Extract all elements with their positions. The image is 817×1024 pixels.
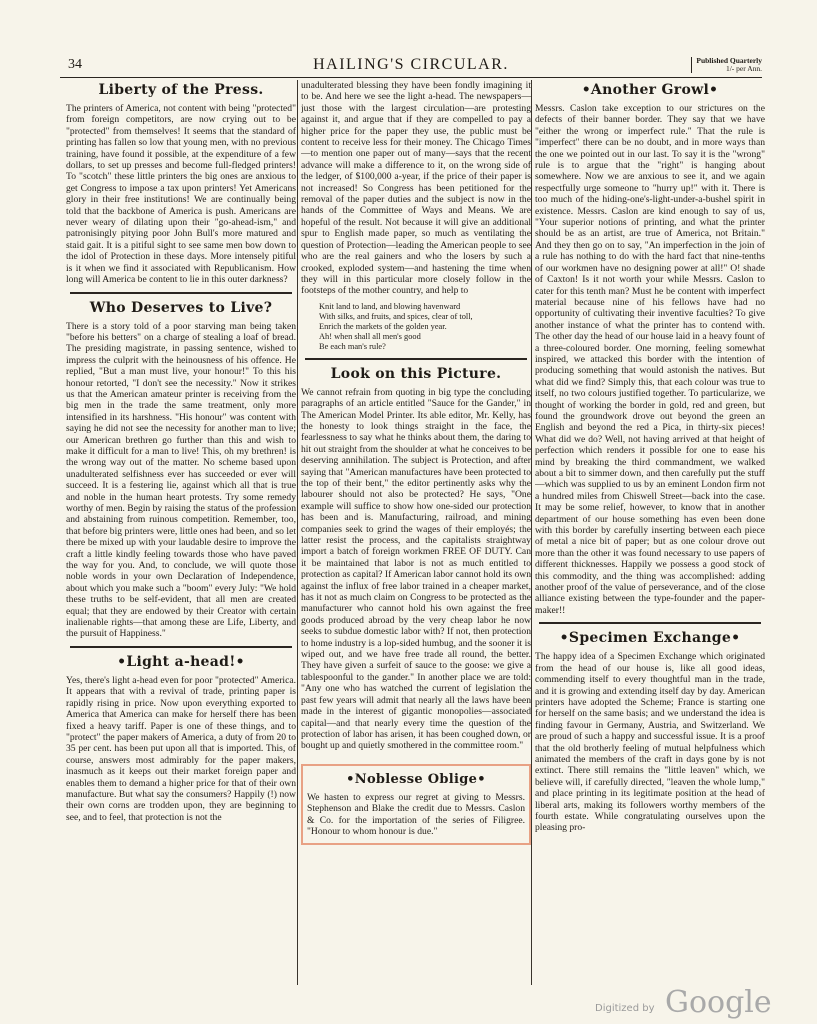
column-rule-2 bbox=[531, 80, 532, 985]
article-noblesse-oblige bbox=[301, 764, 531, 846]
article-title: •Another Growl• bbox=[581, 82, 719, 98]
article-body: There is a story told of a poor starving man being taken "before his betters" on a charge of stealing a loaf of bread. The presiding magistrate, in passing sentence, wished to impress the culprit with the heinousness of his offence. He replied, "But a man must live, your honour!" To this his honour retorted, "I don't see the necessity." Now it strikes us that the American amateur printer is receiving from the big men in the trade the same treatment, only more intensified in its harshness. "His honour" was content with saying he did not see the necessity for another man to live; our American brethren go further than this and wish to make it difficult for a man to live! This, oh my brethren! is the wrong way out of the matter. No scheme based upon unadulterated selfishness ever has succeeded or ever will succeed. It is a festering lie, against which all that is true and noble in the human heart protests. Try some remedy worthy of men. Begin by raising the status of the profession and abstaining from ruinous competition. Remember, too, that before big printers were, little ones had been, and so let there be mixed up with your laudable desire to improve the craft a little kindly feeling towards those who have paved the way for you. And, to conclude, we will quote those noble words in your own Declaration of Independence, about which you make such a "boom" every July: "We hold these truths to be self-evident, that all men are created equal; that they are endowed by their Creator with certain inalienable rights—that among these are Life, Liberty, and the pursuit of Happiness." bbox=[66, 320, 296, 640]
article-light-ahead-continued bbox=[301, 80, 531, 352]
page-header bbox=[60, 55, 762, 78]
column-2 bbox=[301, 80, 531, 985]
published-line-2: 1/- per Ann. bbox=[725, 64, 762, 73]
article-title: Look on this Picture. bbox=[330, 365, 502, 382]
divider bbox=[70, 646, 292, 648]
article-body: We cannot refrain from quoting in big type the concluding paragraphs of an article entitled "Sauce for the Gander," in The American Model Printer. Its able editor, Mr. Kelly, has the honesty to look things straight in the face, the fearlessness to say what he thinks about them, the daring to hit out straight from the shoulder at what he conceives to be deserving annihilation. The subject is Protection, and after saying that "American manufactures have been protected to the top of their bent," the editor pertinently asks why the labourer should not also be protected? He says, "One example will suffice to show how one-sided our protection has been and is. Manufacturing, railroad, and mining companies seek to grind the wages of their employés; the latter resist the process, and the capitalists straightway import a batch of foreign workmen FREE OF DUTY. Can it be maintained that labor is not as much entitled to protection as capital? If American labor cannot hold its own against the influx of free labor trained in a cheaper market, has it not as much claim on Congress to be protected as the manufacturer who cannot hold his own against the free goods produced abroad by the very cheap labor he now seeks to subdue domestic labor with? If not, then protection to home industry is a lop-sided humbug, and the sooner it is wiped out, and we have free trade all round, the better. They have given a surfeit of sauce to the goose: we give a tablespoonful to the gander." In another place we are told: "Any one who has watched the current of legislation the past few years will admit that nearly all the laws have been made in the interest of gigantic monopolies—associated capital—and that nearly every time the question of the protection of labor has arisen, it has been coughed down, or bought up and quietly smothered in the committee room." bbox=[301, 386, 531, 752]
verse-line: Ah! when shall all men's good bbox=[319, 331, 421, 341]
article-body: Yes, there's light a-head even for poor "protected" America. It appears that with a revival of trade, printing paper is rapidly rising in price. Now upon everything exported to America that America can make for herself there has been fixed a heavy tariff. Paper is one of these things, and to "protect" the paper makers of America, a duty of from 20 to 35 per cent. has been put upon all that is imported. This, of course, answers most admirably for the paper makers, inasmuch as it keeps out their market foreign paper and enables them to demand a higher price for that of their own manufacture. But what say the consumers? Happily (!) now their own corns are trodden upon, they are beginning to see, and to feel, that protection is not the bbox=[66, 674, 296, 823]
article-title: •Light a-head!• bbox=[117, 653, 245, 670]
article-specimen-exchange bbox=[535, 630, 765, 834]
divider bbox=[539, 622, 761, 624]
masthead: HAILING'S CIRCULAR. bbox=[313, 56, 509, 73]
verse-line: Knit land to land, and blowing havenward bbox=[319, 301, 461, 311]
article-liberty-of-the-press bbox=[66, 82, 296, 286]
article-body: Messrs. Caslon take exception to our strictures on the defects of their banner border. They say that we have "either the wrong or imperfect rule." That the rule is "imperfect" there can be no doubt, and in more ways than the one we pointed out in our last. To say it is the "wrong" rule is to argue that the "right" is hanging about somewhere. Now we are anxious to see it, and we again respectfully urge someone to "hurry up!" with it. There is too much of the hiding-one's-light-under-a-bushel spirit in existence. Messrs. Caslon are kind enough to say of us, "Your superior notions of printing, and what the printer should be as an artist, are true of America, not Britain." And they then go on to say, "An imperfection in the join of a rule has nothing to do with the hard fact that nine-tenths of our workmen have no designing power at all!" O! shade of Caxton! Is it not worth your while Messrs. Caslon to cater for this tenth man? Must he be content with imperfect material because nine of his fellows have had no opportunity of cultivating their inventive faculties? To give another instance of what the printer has to contend with. The other day the head of our house laid in a heavy fount of a three-coloured border. One morning, feeling somewhat inspired, we attacked this border with the intention of producing something that would astonish the natives. But what did we find? Simply this, that each colour was true to itself, no two colours justified together. To particularize, we thought of working the border in gold, red and green, but found the groundwork drove out beyond the green an English and beyond the red a Pica, in thirty-six pieces! What did we do? Well, not having arrived at that height of perfection which renders it possible for one to ease his mind by breaking the third commandment, we walked about a bit to simmer down, and then carefully put the stuff—which was supplied to us by an eminent London firm not a hundred miles from Chiswell Street—back into the case. It may be some relief, however, to know that in another department of our house something has even been done with this border by carefully inserting between each piece of metal a nice bit of paper; but as one colour drove out more than the other it was found necessary to use papers of different thicknesses. Happily we possess a good stock of this commodity, and the thing was accomplished: adding another proof of the value of perseverance, and of the close alliance existing between the type-founder and the paper-maker!! bbox=[535, 103, 765, 616]
article-body: We hasten to express our regret at giving to Messrs. Stephenson and Blake the credit due to Messrs. Caslon & Co. for the importation of the series of Filigree. "Honour to whom honour is due." bbox=[307, 791, 525, 837]
article-body: unadulterated blessing they have been fondly imagining it to be. And here we see the light a-head. The newspapers—just those with the largest circulation—are protesting against it, and argue that if they are compelled to pay a higher price for the paper they use, the public must be content to receive less for their money. The Chicago Times—to mention one paper out of many—says that the recent advance will make a difference to it, on the wrong side of the ledger, of $100,000 a-year, if the price of their paper is not increased! So Congress has been petitioned for the removal of the paper duties and the subject is now in the hands of the Committee of Ways and Means. We are hopeful of the result. Not because it will give an additional spur to English made paper, so much as ventilating the question of Protection—leading the American people to see who are the real gainers and who the losers by such a crooked, exploded system—and hastening the time when they will in this particular more closely follow in the footsteps of the mother country, and help to bbox=[301, 80, 531, 297]
verse-line: With silks, and fruits, and spices, clear of toll, bbox=[319, 311, 473, 321]
column-rule-1 bbox=[297, 80, 298, 985]
article-body: The printers of America, not content with being "protected" from foreign competitors, are now crying out to be "protected" from themselves! It seems that the standard of printing has fallen so low that young men, with no previous training, have found it possible, at the expenditure of a few dollars, to set up presses and become full-fledged printers! To "scotch" these little printers the big ones are anxious to get Congress to impose a tax upon printers! Yet Americans glory in their free institutions! We are continually being told that the backbone of America is push. Americans are never weary of dilating upon their "go-ahead-ism," and patronisingly pitying poor John Bull's more matured and staid gait. It is a pitiful sight to see same men bow down to the idol of Protection in these days. More intensely pitiful is it when we find it associated with Republicanism. How long will America be content to lie in this outer darkness? bbox=[66, 103, 296, 286]
verse-line: Be each man's rule? bbox=[319, 341, 386, 351]
page-number: 34 bbox=[68, 57, 82, 72]
publication-note bbox=[691, 57, 762, 73]
column-1 bbox=[66, 80, 296, 985]
article-who-deserves-to-live bbox=[66, 300, 296, 640]
article-another-growl bbox=[535, 82, 765, 616]
published-line-1: Published Quarterly bbox=[696, 56, 762, 65]
article-body: The happy idea of a Specimen Exchange which originated from the head of our house is, like all good ideas, commending itself to every thoughtful man in the trade, and it is growing and extending itself day by day. American printers have adopted the Scheme; France is starting one for herself on the same basis; and we understand the idea is finding favour in Germany, Austria, and Switzerland. We are proud of such a happy and successful issue. It is a proof that the old brotherly feeling of mutual helpfulness which animated the members of the craft in days gone by is not extinct. There still remains the "little leaven" which, we believe will, if carefully directed, "leaven the whole lump," and place printing in its legitimate position at the head of liberal arts, making its followers worthy members of the fourth estate. While congratulating ourselves upon the pleasing pro- bbox=[535, 651, 765, 834]
article-title: Liberty of the Press. bbox=[98, 82, 264, 98]
divider bbox=[70, 292, 292, 294]
column-3 bbox=[535, 80, 765, 985]
verse-line: Enrich the markets of the golden year. bbox=[319, 321, 447, 331]
article-title: •Noblesse Oblige• bbox=[346, 771, 486, 787]
article-title: •Specimen Exchange• bbox=[559, 630, 741, 647]
verse-quote bbox=[319, 302, 531, 352]
article-look-on-this-picture bbox=[301, 366, 531, 752]
divider bbox=[305, 358, 527, 360]
article-title: Who Deserves to Live? bbox=[89, 299, 273, 316]
article-light-ahead bbox=[66, 654, 296, 823]
digitized-label: Digitized by bbox=[595, 1003, 655, 1014]
google-logo: Google bbox=[665, 985, 772, 1020]
